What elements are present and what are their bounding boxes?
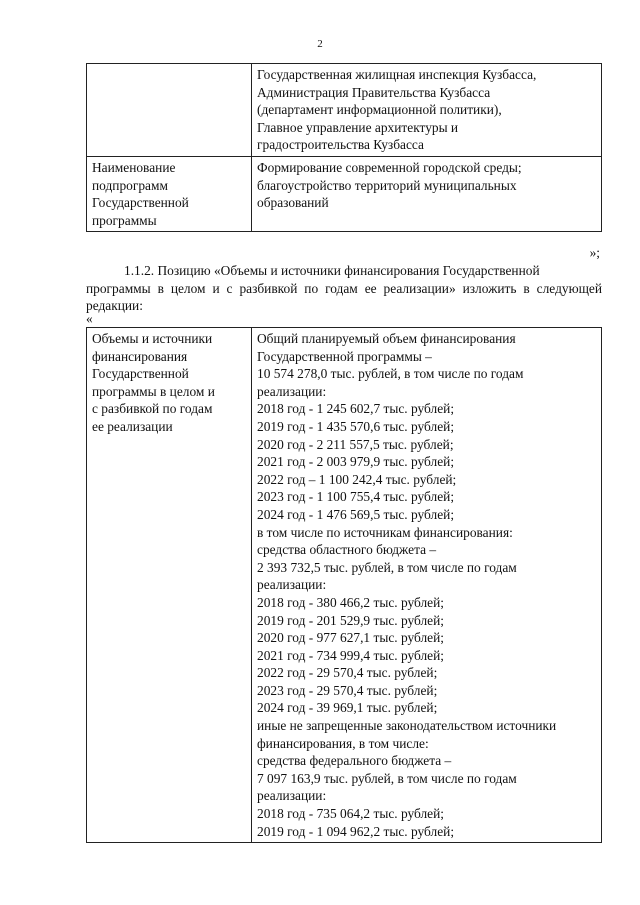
- text-line: 2019 год - 1 435 570,6 тыс. рублей;: [257, 418, 455, 434]
- table-cell-financing-value: [252, 328, 602, 843]
- text-line: Объемы и источники: [92, 331, 213, 346]
- text-line: 10 574 278,0 тыс. рублей, в том числе по годам: [257, 366, 524, 382]
- text-line: (департамент информационной политики),: [257, 102, 502, 118]
- text-line: Государственной: [92, 366, 189, 382]
- text-line: 2021 год - 734 999,4 тыс. рублей;: [257, 647, 444, 663]
- text-line: 2022 год – 1 100 242,4 тыс. рублей;: [257, 471, 457, 487]
- text-line: реализации:: [257, 577, 327, 593]
- text-line: программы: [92, 212, 157, 228]
- table-row: [87, 64, 602, 157]
- text-line: ее реализации: [92, 418, 173, 434]
- text-line: 2023 год - 29 570,4 тыс. рублей;: [257, 682, 438, 698]
- text-line: Администрация Правительства Кузбасса: [257, 84, 491, 100]
- text-line: 2018 год - 380 466,2 тыс. рублей;: [257, 594, 444, 610]
- text-line: 2020 год - 977 627,1 тыс. рублей;: [257, 630, 444, 646]
- text-line: 2020 год - 2 211 557,5 тыс. рублей;: [257, 436, 454, 452]
- text-line: благоустройство территорий муниципальных: [257, 177, 517, 193]
- text-line: в том числе по источникам финансирования:: [257, 524, 513, 540]
- text-line: финансирования: [92, 348, 188, 364]
- page-number: 2: [317, 38, 323, 50]
- text-line: 2024 год - 1 476 569,5 тыс. рублей;: [257, 506, 455, 522]
- amendment-paragraph: [86, 262, 602, 315]
- financing-table: [86, 327, 602, 843]
- table-cell-subprogram-value: [252, 156, 602, 231]
- text-line: 2021 год - 2 003 979,9 тыс. рублей;: [257, 454, 455, 470]
- text-line: 2018 год - 735 064,2 тыс. рублей;: [257, 806, 444, 822]
- text-line: Государственной программы –: [257, 348, 432, 364]
- paragraph-rest: программы в целом и с разбивкой по годам ее реализации» изложить в следующей редакции:: [86, 280, 602, 314]
- table-cell-financing-label: [87, 328, 252, 843]
- text-line: подпрограмм: [92, 177, 168, 193]
- text-line: средства федерального бюджета –: [257, 753, 452, 769]
- text-line: Государственная жилищная инспекция Кузбасса,: [257, 67, 537, 82]
- text-line: программы в целом и: [92, 383, 215, 399]
- text-line: 2022 год - 29 570,4 тыс. рублей;: [257, 665, 438, 681]
- text-line: финансирования, в том числе:: [257, 735, 429, 751]
- text-line: 2019 год - 1 094 962,2 тыс. рублей;: [257, 823, 455, 839]
- table-row: [87, 156, 602, 231]
- text-line: Государственной: [92, 195, 189, 211]
- text-line: Общий планируемый объем финансирования: [257, 331, 516, 346]
- opening-quote: «: [86, 311, 93, 326]
- closing-quote: »;: [589, 245, 600, 260]
- text-line: средства областного бюджета –: [257, 542, 437, 558]
- text-line: Формирование современной городской среды;: [257, 159, 522, 175]
- text-line: 2023 год - 1 100 755,4 тыс. рублей;: [257, 489, 455, 505]
- text-line: образований: [257, 195, 329, 211]
- program-passport-table-top: [86, 63, 602, 232]
- text-line: Наименование: [92, 159, 176, 175]
- table-cell-subprogram-label: [87, 156, 252, 231]
- text-line: иные не запрещенные законодательством источники: [257, 718, 557, 734]
- text-line: 2024 год - 39 969,1 тыс. рублей;: [257, 700, 438, 716]
- text-line: градостроительства Кузбасса: [257, 137, 424, 153]
- table-row: [87, 328, 602, 843]
- text-line: реализации:: [257, 383, 327, 399]
- text-line: 7 097 163,9 тыс. рублей, в том числе по годам: [257, 770, 517, 786]
- text-line: 2018 год - 1 245 602,7 тыс. рублей;: [257, 401, 455, 417]
- table-cell-empty: [87, 64, 252, 157]
- text-line: Главное управление архитектуры и: [257, 119, 459, 135]
- paragraph-first-line: 1.1.2. Позицию «Объемы и источники финансирования Государственной: [124, 263, 540, 278]
- text-line: реализации:: [257, 788, 327, 804]
- text-line: с разбивкой по годам: [92, 401, 213, 417]
- table-cell-executors: [252, 64, 602, 157]
- text-line: 2019 год - 201 529,9 тыс. рублей;: [257, 612, 444, 628]
- text-line: 2 393 732,5 тыс. рублей, в том числе по годам: [257, 559, 517, 575]
